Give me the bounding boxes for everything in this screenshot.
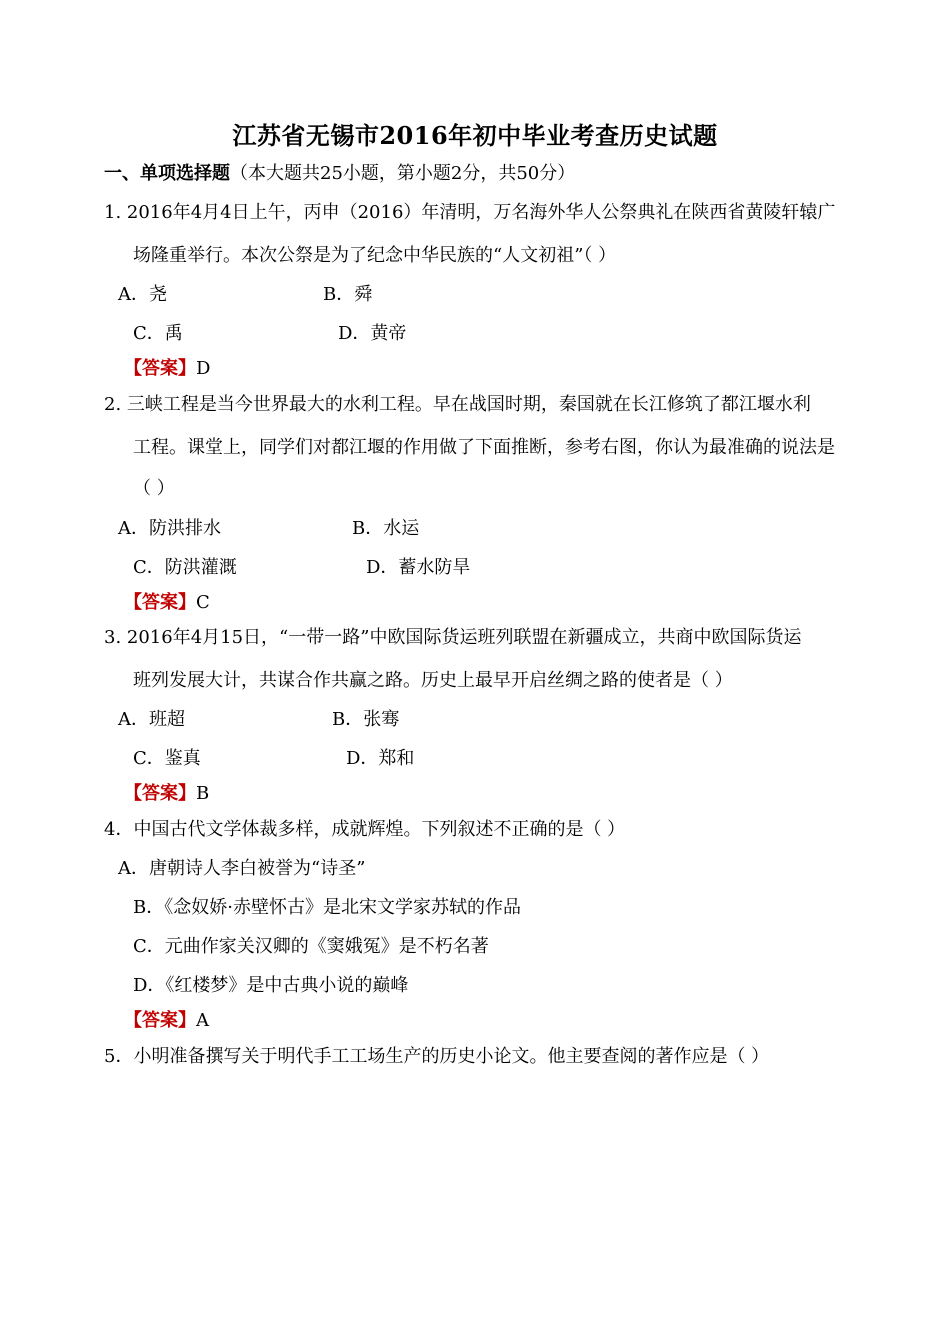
answer-label: 【答案】 xyxy=(124,592,196,613)
option-b: B．张骞 xyxy=(332,709,400,730)
option-a: A．防洪排水 xyxy=(118,518,221,539)
option-a: A．班超 xyxy=(118,709,185,730)
section-header xyxy=(104,162,575,186)
question-text-line: 4．中国古代文学体裁多样，成就辉煌。下列叙述不正确的是（ ） xyxy=(104,819,626,840)
question-text-line: 场隆重举行。本次公祭是为了纪念中华民族的“人文初祖”（ ） xyxy=(133,245,617,266)
option-c: C．禹 xyxy=(133,323,183,344)
answer-line xyxy=(124,591,210,615)
question-text-line: 班列发展大计，共谋合作共赢之路。历史上最早开启丝绸之路的使者是（ ） xyxy=(133,670,733,691)
question-text-line: 1. 2016年4月4日上午，丙申（2016）年清明，万名海外华人公祭典礼在陕西省黄陵轩辕广 xyxy=(104,202,836,223)
option-d: D．《红楼梦》是中古典小说的巅峰 xyxy=(133,975,409,996)
answer-value: A xyxy=(196,1010,209,1031)
option-a: A．唐朝诗人李白被誉为“诗圣” xyxy=(118,858,366,879)
answer-line xyxy=(124,1009,209,1033)
section-note: （本大题共25小题，第小题2分，共50分） xyxy=(230,163,576,184)
answer-label: 【答案】 xyxy=(124,358,196,379)
section-heading: 一、单项选择题 xyxy=(104,163,230,184)
answer-value: D xyxy=(196,358,211,379)
question-text-line: 2. 三峡工程是当今世界最大的水利工程。早在战国时期，秦国就在长江修筑了都江堰水利 xyxy=(104,394,811,415)
answer-value: B xyxy=(196,783,210,804)
option-a: A．尧 xyxy=(118,284,167,305)
option-d: D．黄帝 xyxy=(338,323,407,344)
question-text-line: 3. 2016年4月15日，“一带一路”中欧国际货运班列联盟在新疆成立，共商中欧国际货运 xyxy=(104,627,802,648)
page-title: 江苏省无锡市2016年初中毕业考查历史试题 xyxy=(232,121,718,150)
question-text-line: 工程。课堂上，同学们对都江堰的作用做了下面推断，参考右图，你认为最准确的说法是 xyxy=(133,437,835,458)
option-b: B．舜 xyxy=(323,284,373,305)
option-c: C．鉴真 xyxy=(133,748,201,769)
answer-value: C xyxy=(196,592,210,613)
answer-label: 【答案】 xyxy=(124,783,196,804)
answer-line xyxy=(124,782,209,806)
option-d: D．郑和 xyxy=(346,748,415,769)
option-b: B．水运 xyxy=(352,518,420,539)
option-d: D．蓄水防旱 xyxy=(366,557,471,578)
answer-label: 【答案】 xyxy=(124,1010,196,1031)
question-text-line: （ ） xyxy=(133,478,175,499)
answer-line xyxy=(124,357,210,381)
option-b: B．《念奴娇·赤壁怀古》是北宋文学家苏轼的作品 xyxy=(133,897,521,918)
option-c: C．防洪灌溉 xyxy=(133,557,237,578)
option-c: C．元曲作家关汉卿的《窦娥冤》是不朽名著 xyxy=(133,936,489,957)
question-text-line: 5．小明准备撰写关于明代手工工场生产的历史小论文。他主要查阅的著作应是（ ） xyxy=(104,1046,770,1067)
